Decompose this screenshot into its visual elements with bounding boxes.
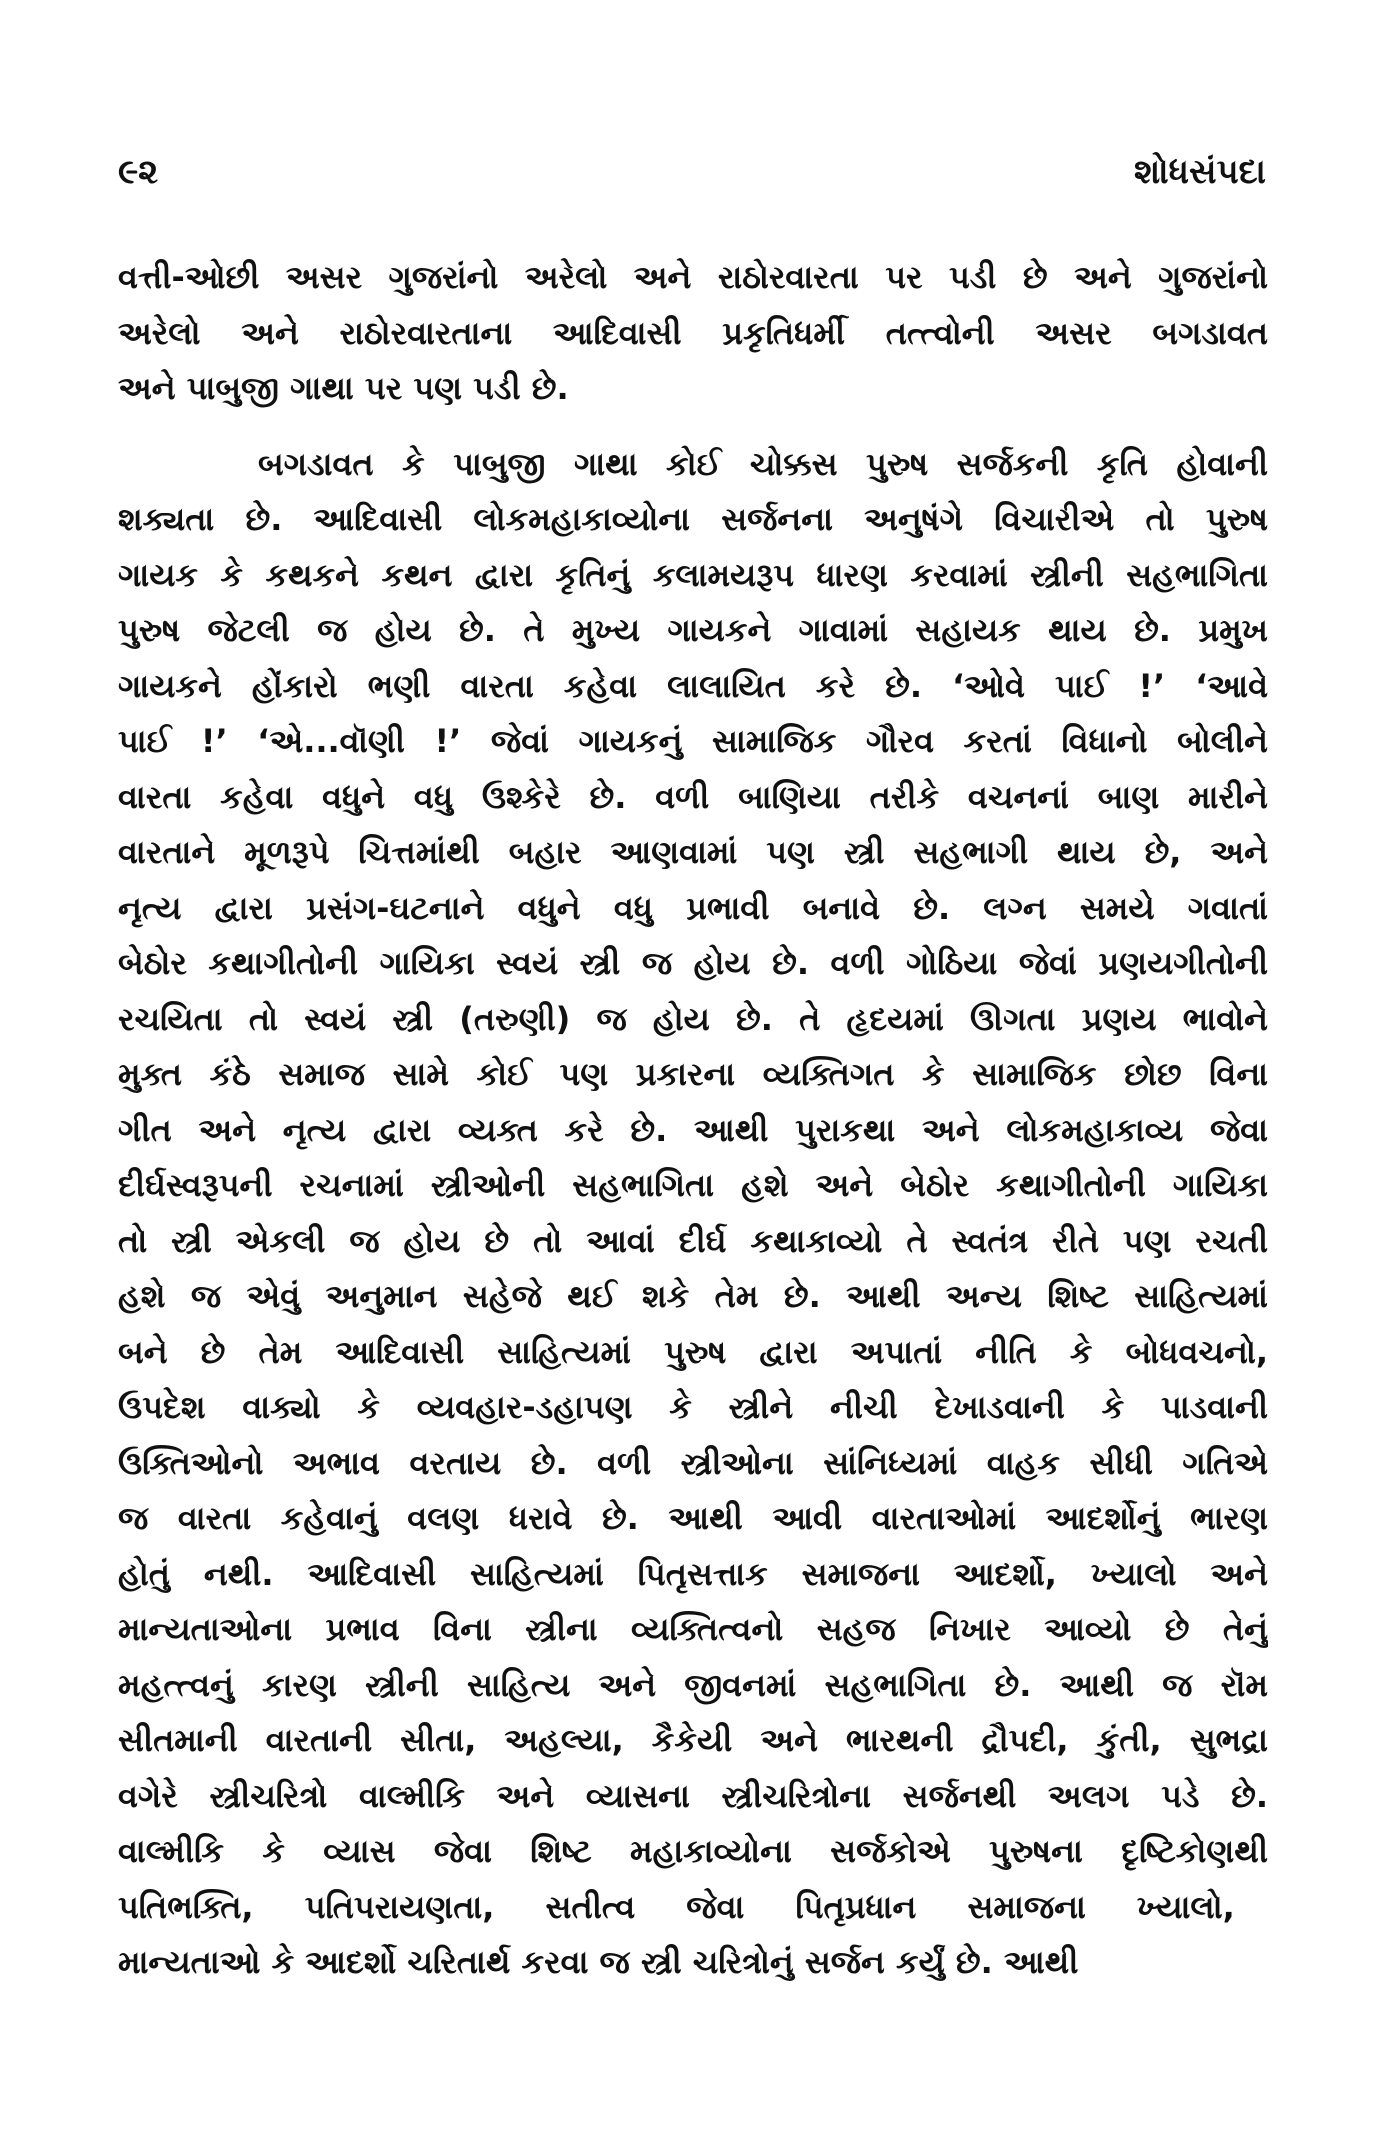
text-line: દીર્ઘસ્વરૂપની રચનામાં સ્ત્રીઓની સહભાગિતા હશે અને બેઠોર કથાગીતોની ગાયિકા bbox=[118, 1166, 1268, 1204]
paragraph-gap bbox=[118, 417, 1268, 437]
text-line: ગીત અને નૃત્ય દ્વારા વ્યક્ત કરે છે. આથી પુરાકથા અને લોકમહાકાવ્ય જેવા bbox=[118, 1110, 1268, 1149]
text-line: બેઠોર કથાગીતોની ગાયિકા સ્વયં સ્ત્રી જ હોય છે. વળી ગોઠિયા જેવાં પ્રણયગીતોની bbox=[118, 944, 1268, 982]
text-line: વગેરે સ્ત્રીચરિત્રો વાલ્મીકિ અને વ્યાસના સ્ત્રીચરિત્રોના સર્જનથી અલગ પડે છે. bbox=[118, 1776, 1268, 1815]
paragraph bbox=[118, 437, 1268, 1991]
paragraph bbox=[118, 250, 1268, 417]
running-head bbox=[118, 152, 1266, 212]
text-line: રચયિતા તો સ્વયં સ્ત્રી (તરુણી) જ હોય છે. તે હૃદયમાં ઊગતા પ્રણય ભાવોને bbox=[118, 999, 1268, 1038]
body-text bbox=[118, 250, 1268, 1991]
text-line: શક્યતા છે. આદિવાસી લોકમહાકાવ્યોના સર્જનના અનુષંગે વિચારીએ તો પુરુષ bbox=[118, 500, 1268, 538]
text-line: વારતા કહેવા વધુને વધુ ઉશ્કેરે છે. વળી બાણિયા તરીકે વચનનાં બાણ મારીને bbox=[118, 777, 1268, 816]
page-number: ૯૨ bbox=[118, 152, 159, 192]
text-line: હશે જ એવું અનુમાન સહેજે થઈ શકે તેમ છે. આથી અન્ય શિષ્ટ સાહિત્યમાં bbox=[118, 1277, 1268, 1315]
text-line: વત્તી-ઓછી અસર ગુજરાંનો અરેલો અને રાઠોરવારતા પર પડી છે અને ગુજરાંનો bbox=[118, 258, 1268, 296]
text-line: બગડાવત કે પાબુજી ગાથા કોઈ ચોક્કસ પુરુષ સર્જકની કૃતિ હોવાની bbox=[258, 444, 1268, 483]
text-line: ઉક્તિઓનો અભાવ વરતાય છે. વળી સ્ત્રીઓના સાંનિધ્યમાં વાહક સીધી ગતિએ bbox=[118, 1443, 1268, 1482]
text-line: પુરુષ જેટલી જ હોય છે. તે મુખ્ય ગાયકને ગાવામાં સહાયક થાય છે. પ્રમુખ bbox=[118, 611, 1268, 649]
text-line: અને પાબુજી ગાથા પર પણ પડી છે. bbox=[118, 369, 569, 407]
text-line: મુક્ત કંઠે સમાજ સામે કોઈ પણ પ્રકારના વ્યક્તિગત કે સામાજિક છોછ વિના bbox=[118, 1055, 1268, 1093]
text-line: જ વારતા કહેવાનું વલણ ધરાવે છે. આથી આવી વારતાઓમાં આદર્શોનું ભારણ bbox=[118, 1499, 1268, 1537]
text-line: પાઈ !’ ‘એ...વૉણી !’ જેવાં ગાયકનું સામાજિક ગૌરવ કરતાં વિધાનો બોલીને bbox=[118, 722, 1268, 760]
text-line: પતિભક્તિ, પતિપરાયણતા, સતીત્વ જેવા પિતૃપ્રધાન સમાજના ખ્યાલો, bbox=[118, 1887, 1235, 1926]
text-line: વારતાને મૂળરૂપે ચિત્તમાંથી બહાર આણવામાં પણ સ્ત્રી સહભાગી થાય છે, અને bbox=[118, 833, 1268, 871]
text-line: માન્યતાઓના પ્રભાવ વિના સ્ત્રીના વ્યક્તિત્વનો સહજ નિખાર આવ્યો છે તેનું bbox=[118, 1610, 1268, 1648]
text-line: હોતું નથી. આદિવાસી સાહિત્યમાં પિતૃસત્તાક સમાજના આદર્શો, ખ્યાલો અને bbox=[118, 1554, 1268, 1593]
text-line: વાલ્મીકિ કે વ્યાસ જેવા શિષ્ટ મહાકાવ્યોના સર્જકોએ પુરુષના દૃષ્ટિકોણથી bbox=[118, 1832, 1268, 1870]
text-line: નૃત્ય દ્વારા પ્રસંગ-ઘટનાને વધુને વધુ પ્રભાવી બનાવે છે. લગ્ન સમયે ગવાતાં bbox=[118, 888, 1268, 927]
text-line: અરેલો અને રાઠોરવારતાના આદિવાસી પ્રકૃતિધર્મી તત્ત્વોની અસર બગડાવત bbox=[118, 313, 1268, 352]
text-line: તો સ્ત્રી એકલી જ હોય છે તો આવાં દીર્ઘ કથાકાવ્યો તે સ્વતંત્ર રીતે પણ રચતી bbox=[118, 1221, 1268, 1260]
text-line: માન્યતાઓ કે આદર્શો ચરિતાર્થ કરવા જ સ્ત્રી ચરિત્રોનું સર્જન કર્યું છે. આથી bbox=[118, 1943, 1079, 1981]
text-line: ઉપદેશ વાક્યો કે વ્યવહાર-ડહાપણ કે સ્ત્રીને નીચી દેખાડવાની કે પાડવાની bbox=[118, 1388, 1268, 1426]
text-line: ગાયકને હોંકારો ભણી વારતા કહેવા લાલાયિત કરે છે. ‘ઓવે પાઈ !’ ‘આવે bbox=[118, 666, 1268, 705]
text-line: મહત્ત્વનું કારણ સ્ત્રીની સાહિત્ય અને જીવનમાં સહભાગિતા છે. આથી જ રૉમ bbox=[118, 1665, 1268, 1704]
text-line: બને છે તેમ આદિવાસી સાહિત્યમાં પુરુષ દ્વારા અપાતાં નીતિ કે બોધવચનો, bbox=[118, 1332, 1268, 1371]
text-line: સીતમાની વારતાની સીતા, અહલ્યા, કૈકેયી અને ભારથની દ્રૌપદી, કુંતી, સુભદ્રા bbox=[118, 1721, 1268, 1759]
text-line: ગાયક કે કથકને કથન દ્વારા કૃતિનું કલામયરૂપ ધારણ કરવામાં સ્ત્રીની સહભાગિતા bbox=[118, 555, 1268, 594]
running-head-title: શોધસંપદા bbox=[1133, 152, 1266, 192]
